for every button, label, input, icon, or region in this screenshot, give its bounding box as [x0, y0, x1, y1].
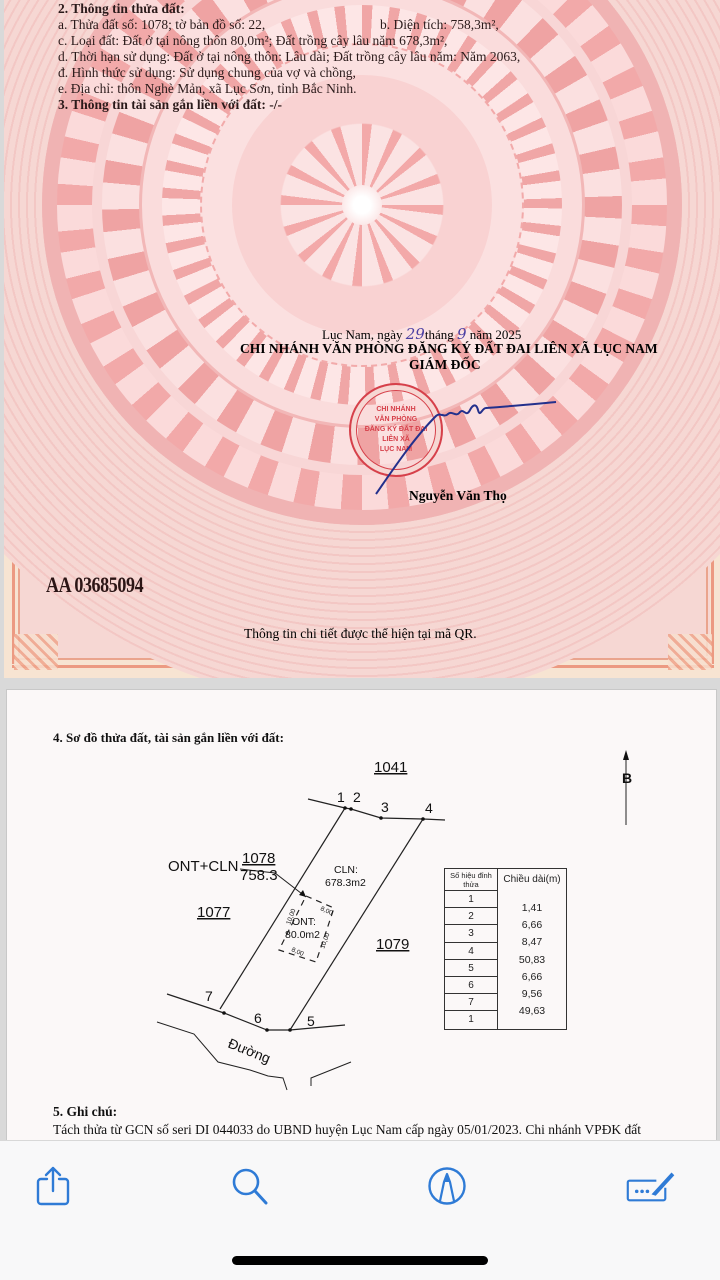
parcel-number-text: a. Thửa đất số: 1078; tờ bản đồ số: 22, — [58, 17, 266, 32]
parcel-area-label: 758.3 — [240, 867, 278, 884]
vertex-label: 1 — [337, 789, 345, 805]
table-cell-length: 8,47 — [521, 936, 543, 949]
table-cell-vertex: 5 — [445, 960, 497, 977]
address-line: e. Địa chỉ: thôn Nghè Mản, xã Lục Sơn, tỉnh Bắc Ninh. — [58, 81, 357, 96]
search-icon — [230, 1166, 270, 1206]
ont-dim: 8,00 — [290, 946, 305, 958]
table-cell-length: 6,66 — [521, 919, 543, 932]
home-indicator[interactable] — [232, 1256, 488, 1265]
land-type-line: c. Loại đất: Đất ở tại nông thôn 80,0m²; Đất trồng cây lâu năm 678,3m², — [58, 33, 448, 48]
road-label: Đường — [225, 1034, 273, 1067]
signature-button[interactable] — [626, 1161, 676, 1211]
section-4-title: 4. Sơ đồ thửa đất, tài sản gắn liền với đất: — [53, 730, 284, 745]
table-cell-vertex: 7 — [445, 994, 497, 1011]
share-button[interactable] — [28, 1161, 78, 1211]
section-3-title: 3. Thông tin tài sản gắn liền với đất: -/- — [58, 97, 283, 112]
stamp-text: ĐĂNG KÝ ĐẤT ĐAI — [364, 426, 428, 433]
markup-pen-icon — [427, 1166, 467, 1206]
section-5-title: 5. Ghi chú: — [53, 1104, 118, 1119]
cln-area: 678.3m2 — [325, 877, 366, 889]
table-cell-vertex: 2 — [445, 908, 497, 925]
signer-name: Nguyễn Văn Thọ — [409, 488, 507, 503]
table-header-length: Chiều dài(m) — [503, 874, 561, 885]
qr-note: Thông tin chi tiết được thể hiện tại mã QR. — [244, 626, 477, 641]
signer-title: GIÁM ĐỐC — [409, 357, 481, 372]
handwritten-month: 9 — [457, 325, 467, 343]
neighbor-1079: 1079 — [376, 936, 410, 953]
ont-area: 80.0m2 — [285, 929, 321, 941]
stamp-text: LỤC NAM — [379, 446, 413, 453]
handwritten-day: 29 — [405, 325, 425, 343]
parcel-area-text: b. Diện tích: 758,3m², — [380, 17, 499, 32]
cln-label: CLN: — [334, 864, 358, 876]
date-prefix: Lục Nam, ngày — [322, 327, 406, 342]
issuing-office: CHI NHÁNH VĂN PHÒNG ĐĂNG KÝ ĐẤT ĐAI LIÊN XÃ LỤC NAM — [240, 341, 658, 356]
vertex-column — [445, 869, 498, 1029]
month-label: tháng — [424, 327, 457, 342]
table-cell-length: 50,83 — [518, 953, 546, 966]
table-cell-vertex: 4 — [445, 943, 497, 960]
table-cell-vertex: 6 — [445, 977, 497, 994]
vertex-label: 3 — [381, 799, 389, 815]
edge-length-table — [444, 868, 567, 1030]
usage-term-line: d. Thời hạn sử dụng: Đất ở tại nông thôn: Lâu dài; Đất trồng cây lâu năm: Năm 2063, — [58, 49, 521, 64]
neighbor-1077: 1077 — [197, 904, 231, 921]
parcel-number-label: 1078 — [242, 850, 276, 867]
vertex-label: 7 — [205, 988, 213, 1004]
usage-form-line: đ. Hình thức sử dụng: Sử dụng chung của vợ và chồng, — [58, 65, 356, 80]
vertex-label: 5 — [307, 1013, 315, 1029]
stamp-text: VĂN PHÒNG — [374, 416, 418, 423]
table-cell-length: 49,63 — [518, 1005, 546, 1018]
signature-icon — [626, 1168, 676, 1204]
table-cell-length: 6,66 — [521, 970, 543, 983]
year-label: năm 2025 — [466, 327, 522, 342]
table-cell-length: 1,41 — [521, 902, 543, 914]
north-label: B — [622, 770, 633, 786]
table-header-vertex: Số hiệu đỉnh thửa — [445, 869, 497, 891]
ont-dim: 10,00 — [319, 931, 332, 950]
ont-dim: 8,00 — [319, 905, 334, 917]
neighbor-1041: 1041 — [374, 759, 408, 776]
parcel-type-label: ONT+CLN — [168, 858, 239, 875]
stamp-text: CHI NHÁNH — [376, 406, 416, 413]
share-icon — [35, 1165, 71, 1207]
vertex-label: 4 — [425, 800, 433, 816]
ont-dim: 10,00 — [285, 907, 298, 926]
table-cell-vertex: 3 — [445, 925, 497, 942]
vertex-label: 2 — [353, 789, 361, 805]
note-text: Tách thửa từ GCN số seri DI 044033 do UBND huyện Lục Nam cấp ngày 05/01/2023. Chi nhánh VPĐK đất — [53, 1122, 642, 1137]
table-cell-vertex: 1 — [468, 1014, 474, 1026]
section-2-title: 2. Thông tin thửa đất: — [58, 1, 185, 16]
markup-button[interactable] — [422, 1161, 472, 1211]
stamp-text: LIÊN XÃ — [382, 436, 410, 443]
table-cell-length: 9,56 — [521, 987, 543, 1000]
table-cell-vertex: 1 — [445, 891, 497, 908]
ont-label: ONT: — [292, 916, 316, 928]
vertex-label: 6 — [254, 1010, 262, 1026]
search-button[interactable] — [225, 1161, 275, 1211]
certificate-serial: AA 03685094 — [46, 572, 144, 597]
length-column — [498, 900, 566, 1020]
